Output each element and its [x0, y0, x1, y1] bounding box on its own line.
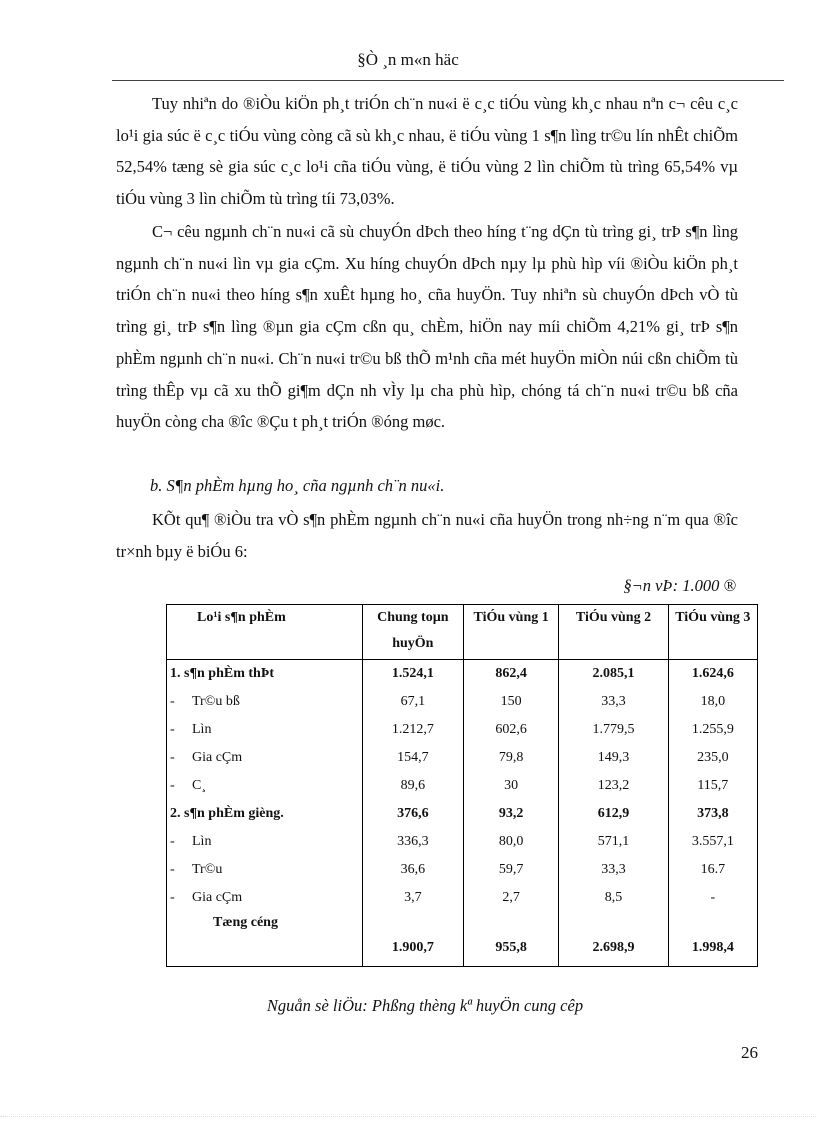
cell-value: 373,8	[668, 800, 757, 828]
cell-value: 79,8	[463, 744, 558, 772]
cell-value: 16.7	[668, 856, 757, 884]
cell-value: -	[668, 884, 757, 912]
row-label-text: Tr©u bß	[192, 694, 240, 709]
cell-value: 149,3	[559, 744, 668, 772]
cell-value: 1.779,5	[559, 716, 668, 744]
row-label-text: C¸	[192, 778, 206, 793]
row-dash: -	[170, 862, 175, 877]
section-subheading: b. S¶n phÈm hµng ho¸ cña ngµnh ch¨n nu«i.	[150, 476, 445, 495]
table-row	[167, 660, 758, 689]
empty-cell	[668, 912, 757, 934]
cell-value: 67,1	[362, 688, 463, 716]
total-value: 955,8	[463, 934, 558, 967]
total-row	[167, 934, 758, 967]
row-label-text: Lìn	[192, 722, 212, 737]
cell-value: 36,6	[362, 856, 463, 884]
empty-cell	[559, 912, 668, 934]
table-row	[167, 884, 758, 912]
empty-cell	[463, 912, 558, 934]
row-label	[167, 772, 363, 800]
total-label: Tæng céng	[167, 912, 363, 934]
row-dash: -	[170, 890, 175, 905]
cell-value: 154,7	[362, 744, 463, 772]
cell-value: 376,6	[362, 800, 463, 828]
header-product-type: Lo¹i s¶n phÈm	[167, 605, 363, 660]
cell-value: 2,7	[463, 884, 558, 912]
header-divider	[112, 80, 784, 81]
footer-divider	[0, 1116, 816, 1117]
cell-value: 18,0	[668, 688, 757, 716]
row-label-text: 1. s¶n phÈm thÞt	[170, 666, 275, 681]
cell-value: 602,6	[463, 716, 558, 744]
total-value: 2.698,9	[559, 934, 668, 967]
cell-value: 80,0	[463, 828, 558, 856]
row-label	[167, 716, 363, 744]
table-row	[167, 828, 758, 856]
total-label-row	[167, 912, 758, 934]
row-label	[167, 884, 363, 912]
products-table	[166, 604, 758, 967]
cell-value: 59,7	[463, 856, 558, 884]
cell-value: 123,2	[559, 772, 668, 800]
page-number: 26	[741, 1043, 758, 1062]
unit-label: §¬n vÞ: 1.000 ®	[623, 576, 736, 595]
empty-cell	[362, 912, 463, 934]
row-label	[167, 800, 363, 828]
cell-value: 1.624,6	[668, 660, 757, 689]
row-label	[167, 828, 363, 856]
header-subregion-1: TiÓu vùng 1	[463, 605, 558, 660]
cell-value: 336,3	[362, 828, 463, 856]
cell-value: 33,3	[559, 856, 668, 884]
row-label-text: Gia cÇm	[192, 750, 243, 765]
cell-value: 89,6	[362, 772, 463, 800]
row-label	[167, 744, 363, 772]
row-label-text: Gia cÇm	[192, 890, 243, 905]
row-label-text: Tr©u	[192, 862, 223, 877]
total-value: 1.900,7	[362, 934, 463, 967]
cell-value: 571,1	[559, 828, 668, 856]
cell-value: 862,4	[463, 660, 558, 689]
header-subregion-3: TiÓu vùng 3	[668, 605, 757, 660]
cell-value: 3.557,1	[668, 828, 757, 856]
intro-paragraph: KÕt qu¶ ®iÒu tra vÒ s¶n phÈm ngµnh ch¨n nu«i cña huyÖn trong nh÷ng n¨m qua ®îc tr×nh bµy ë biÓu 6:	[116, 510, 738, 561]
total-value: 1.998,4	[668, 934, 757, 967]
cell-value: 8,5	[559, 884, 668, 912]
row-dash: -	[170, 778, 175, 793]
cell-value: 235,0	[668, 744, 757, 772]
source-note: Nguån sè liÖu: Phßng thèng kª huyÖn cung cêp	[266, 996, 584, 1015]
cell-value: 30	[463, 772, 558, 800]
cell-value: 33,3	[559, 688, 668, 716]
cell-value: 2.085,1	[559, 660, 668, 689]
table-row	[167, 688, 758, 716]
cell-value: 115,7	[668, 772, 757, 800]
cell-value: 1.255,9	[668, 716, 757, 744]
header-whole-district: Chung toµn huyÖn	[362, 605, 463, 660]
table-row	[167, 856, 758, 884]
cell-value: 1.524,1	[362, 660, 463, 689]
table-row	[167, 716, 758, 744]
table-row	[167, 800, 758, 828]
row-label	[167, 856, 363, 884]
page-header: §Ò ¸n m«n häc	[357, 50, 459, 69]
row-dash: -	[170, 722, 175, 737]
cell-value: 93,2	[463, 800, 558, 828]
row-label	[167, 660, 363, 689]
row-dash: -	[170, 834, 175, 849]
cell-value: 612,9	[559, 800, 668, 828]
table-header-row	[167, 605, 758, 660]
header-subregion-2: TiÓu vùng 2	[559, 605, 668, 660]
table-row	[167, 744, 758, 772]
row-label	[167, 688, 363, 716]
paragraph-1: Tuy nhiªn do ®iÒu kiÖn ph¸t triÓn ch¨n nu«i ë c¸c tiÓu vùng kh¸c nhau nªn c¬ cêu c¸c lo¹i gia súc ë c¸c tiÓu vùng còng cã sù kh¸c nhau, ë tiÓu vùng 1 s¶n lìng tr©u lín nhÊt chiÕm 52,54% tæng sè gia súc c¸c lo¹i cña tiÓu vùng, ë tiÓu vùng 2 lìn chiÕm tù trìng 65,54% vµ tiÓu vùng 3 lìn chiÕm tù trìng tíi 73,03%.	[116, 94, 738, 209]
row-label-text: Lìn	[192, 834, 212, 849]
row-label-text: 2. s¶n phÈm gièng.	[170, 806, 284, 821]
table-row	[167, 772, 758, 800]
row-dash: -	[170, 750, 175, 765]
row-dash: -	[170, 694, 175, 709]
paragraph-2: C¬ cêu ngµnh ch¨n nu«i cã sù chuyÓn dÞch theo híng t¨ng dÇn tù trìng gi¸ trÞ s¶n lìng ngµnh ch¨n nu«i lìn vµ gia cÇm. Xu híng chuyÓn dÞch nµy lµ phù hìp víi ®iÒu kiÖn ph¸t triÓn ch¨n nu«i theo híng s¶n xuÊt hµng ho¸ cña huyÖn. Tuy nhiªn sù chuyÓn dÞch vÒ tù trìng gi¸ trÞ s¶n lìng ®µn gia cÇm cßn qu¸ chÈm, hiÖn nay míi chiÕm 4,21% gi¸ trÞ s¶n phÈm ngµnh ch¨n nu«i. Ch¨n nu«i tr©u bß thÕ m¹nh cña mét huyÖn miÒn núi cßn chiÕm tù trìng thÊp vµ cã xu thÕ gi¶m dÇn nh vÌy lµ cha phù hìp, chóng tá ch¨n nu«i tr©u bß cña huyÖn còng cha ®îc ®Çu t ph¸t triÓn ®óng møc.	[116, 222, 738, 432]
cell-value: 1.212,7	[362, 716, 463, 744]
empty-cell	[167, 934, 363, 967]
cell-value: 150	[463, 688, 558, 716]
cell-value: 3,7	[362, 884, 463, 912]
